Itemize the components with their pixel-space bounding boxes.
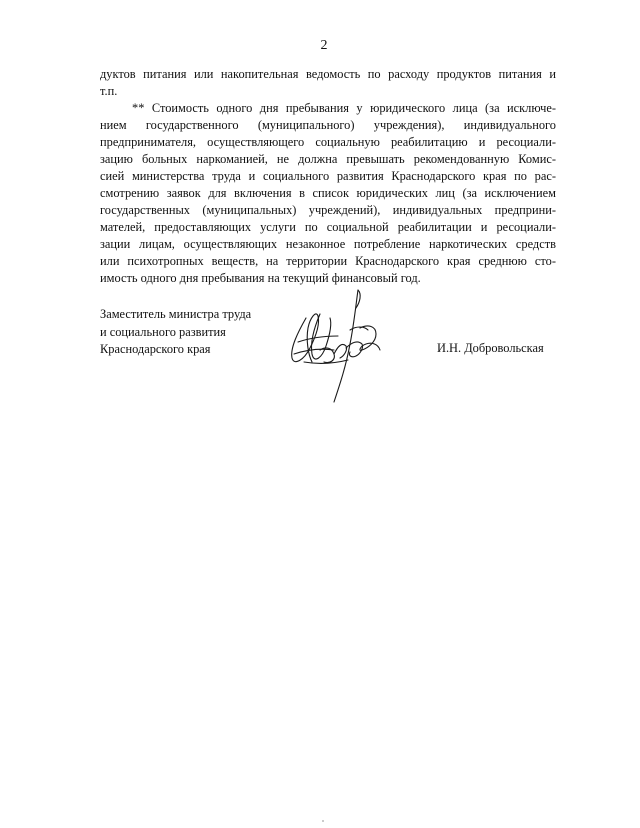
body-text <box>100 66 556 287</box>
signer-position-line: и социального развития <box>100 324 226 339</box>
signer-position-line: Заместитель министра труда <box>100 307 252 321</box>
scan-speck <box>322 820 324 822</box>
text-line: имость одного дня пребывания на текущий финансовый год. <box>100 271 421 285</box>
page-number: 2 <box>320 38 328 53</box>
text-line: или психотропных веществ, на территории Краснодарского края среднюю сто- <box>100 254 556 268</box>
text-line: смотрению заявок для включения в список юридических лиц (за исключением <box>100 186 556 200</box>
text-line: зацию больных наркоманией, не должна превышать рекомендованную Комис- <box>100 152 556 166</box>
text-line: государственных (муниципальных) учреждений), индивидуальных предприни- <box>100 203 556 217</box>
text-line: ** Стоимость одного дня пребывания у юридического лица (за исключе- <box>132 101 556 115</box>
text-line: сией министерства труда и социального развития Краснодарского края по рас- <box>100 169 556 183</box>
handwritten-signature <box>276 284 386 406</box>
signer-position-line: Краснодарского края <box>100 342 211 356</box>
text-line: т.п. <box>100 84 118 98</box>
signer-name: И.Н. Добровольская <box>437 341 544 355</box>
text-line: предпринимателя, осуществляющего социальную реабилитацию и ресоциали- <box>100 135 556 149</box>
text-line: мателей, предоставляющих услуги по социальной реабилитации и ресоциали- <box>100 220 556 234</box>
signer-position <box>100 306 251 359</box>
text-line: нием государственного (муниципального) учреждения), индивидуального <box>100 118 556 132</box>
text-line: дуктов питания или накопительная ведомость по расходу продуктов питания и <box>100 67 556 81</box>
text-line: зации лицам, осуществляющих незаконное потребление наркотических средств <box>100 237 556 251</box>
